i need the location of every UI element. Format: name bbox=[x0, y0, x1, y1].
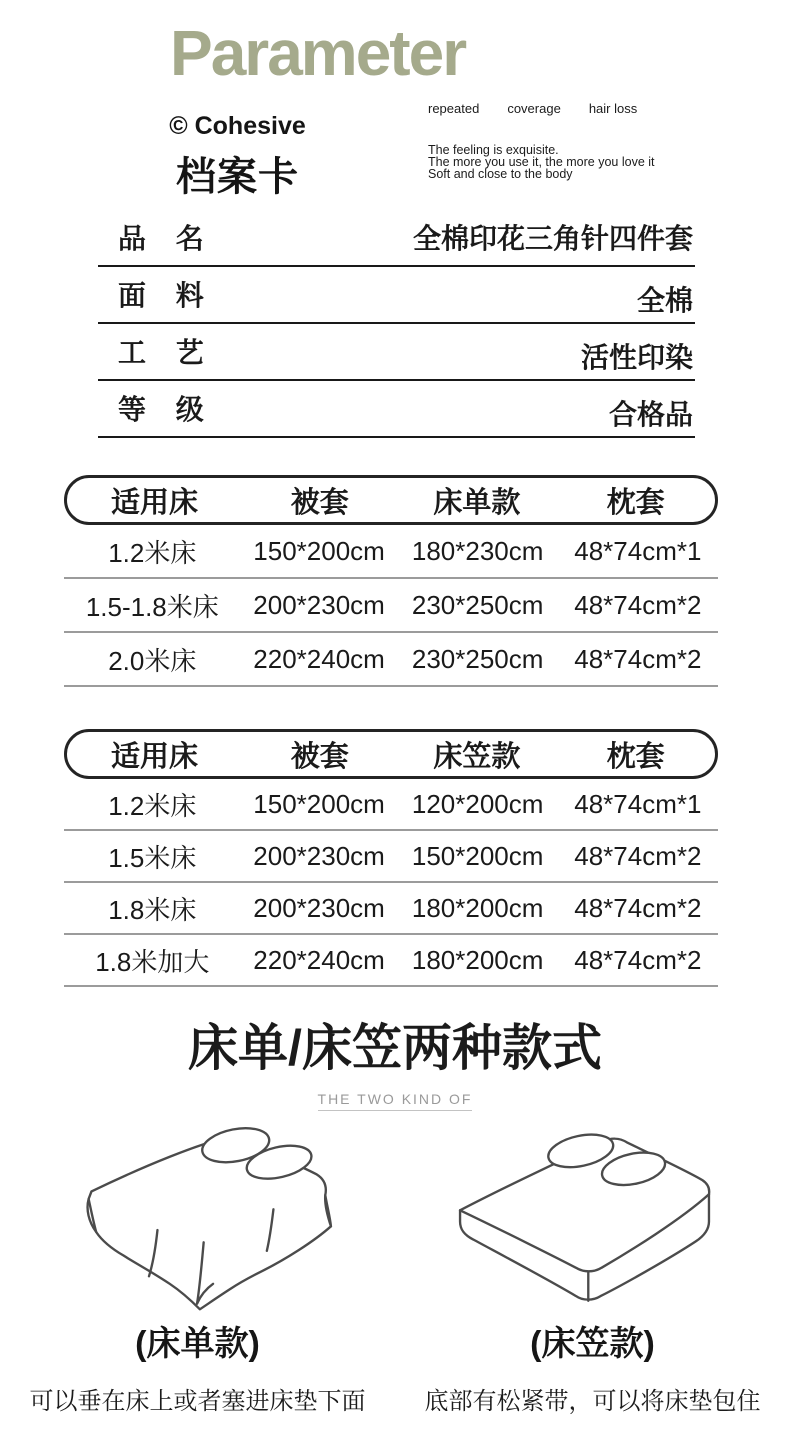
cell-duvet-cover: 220*240cm bbox=[253, 643, 385, 674]
cell-pillowcase: 48*74cm*2 bbox=[574, 892, 702, 923]
cell-duvet-cover: 150*200cm bbox=[253, 535, 385, 566]
spec-value: 活性印染 bbox=[580, 342, 693, 373]
spec-value: 全棉印花三角针四件套 bbox=[412, 223, 693, 254]
column-header: 床笠款 bbox=[433, 740, 521, 773]
spec-label: 工 艺 bbox=[118, 337, 204, 368]
cell-bed-size: 1.5米床 bbox=[108, 842, 197, 873]
column-header: 枕套 bbox=[606, 486, 665, 519]
cell-pillowcase: 48*74cm*1 bbox=[574, 788, 702, 819]
cell-sheet: 180*230cm bbox=[411, 535, 544, 566]
spec-label: 面 料 bbox=[118, 280, 204, 311]
spec-label: 等 级 bbox=[118, 394, 204, 425]
style-figures bbox=[0, 1116, 790, 1416]
spec-value: 合格品 bbox=[608, 399, 693, 430]
tagline-line: The feeling is exquisite. bbox=[428, 143, 559, 157]
size-table-fitted-sheet bbox=[64, 729, 718, 987]
table-row bbox=[64, 831, 718, 883]
styles-section-subtitle: THE TWO KIND OF bbox=[318, 1091, 473, 1111]
cell-fitted-sheet: 180*200cm bbox=[411, 944, 544, 975]
table-row bbox=[64, 779, 718, 831]
cell-duvet-cover: 150*200cm bbox=[253, 788, 385, 819]
spec-row-product-name bbox=[98, 210, 695, 267]
column-header: 床单款 bbox=[433, 486, 521, 519]
cell-fitted-sheet: 120*200cm bbox=[411, 788, 544, 819]
cell-pillowcase: 48*74cm*1 bbox=[574, 535, 702, 566]
cell-bed-size: 1.5-1.8米床 bbox=[85, 591, 219, 622]
brand-logo: © Cohesive bbox=[169, 112, 306, 140]
spec-label: 品 名 bbox=[118, 223, 204, 254]
cell-pillowcase: 48*74cm*2 bbox=[574, 643, 702, 674]
feature-keywords bbox=[428, 101, 637, 116]
brand-block bbox=[150, 112, 325, 202]
cell-pillowcase: 48*74cm*2 bbox=[574, 944, 702, 975]
column-header: 适用床 bbox=[110, 740, 198, 773]
column-header: 枕套 bbox=[606, 740, 665, 773]
column-header: 被套 bbox=[290, 486, 349, 519]
cell-fitted-sheet: 180*200cm bbox=[411, 892, 544, 923]
spec-list bbox=[98, 210, 695, 438]
cell-sheet: 230*250cm bbox=[411, 643, 544, 674]
cell-duvet-cover: 220*240cm bbox=[253, 944, 385, 975]
table-header bbox=[64, 729, 718, 779]
table-row bbox=[64, 633, 718, 687]
cell-duvet-cover: 200*230cm bbox=[253, 840, 385, 871]
figure-description: 底部有松紧带，可以将床垫包住 bbox=[424, 1388, 761, 1415]
tagline-line: The more you use it, the more you love it bbox=[428, 155, 655, 169]
figure-description: 可以垂在床上或者塞进床垫下面 bbox=[29, 1388, 366, 1415]
spec-value: 全棉 bbox=[636, 285, 693, 316]
table-row bbox=[64, 579, 718, 633]
table-row bbox=[64, 935, 718, 987]
keyword: hair loss bbox=[588, 101, 638, 116]
styles-section-header bbox=[0, 1008, 790, 1111]
page-title: Parameter bbox=[170, 17, 466, 89]
spec-row-grade bbox=[98, 381, 695, 438]
cell-duvet-cover: 200*230cm bbox=[253, 589, 385, 620]
flat-sheet-illustration bbox=[28, 1116, 368, 1314]
keyword: coverage bbox=[507, 101, 561, 116]
cell-bed-size: 1.2米床 bbox=[108, 790, 197, 821]
cell-duvet-cover: 200*230cm bbox=[253, 892, 385, 923]
keyword: repeated bbox=[428, 101, 480, 116]
cell-bed-size: 1.8米床 bbox=[108, 894, 197, 925]
fitted-sheet-figure bbox=[395, 1116, 790, 1416]
figure-caption: (床单款) bbox=[135, 1325, 260, 1363]
cell-bed-size: 2.0米床 bbox=[108, 645, 197, 676]
cell-bed-size: 1.2米床 bbox=[108, 537, 197, 568]
column-header: 被套 bbox=[290, 740, 349, 773]
table-row bbox=[64, 525, 718, 579]
styles-section-title: 床单/床笠两种款式 bbox=[188, 1020, 602, 1076]
tagline-line: Soft and close to the body bbox=[428, 167, 573, 181]
figure-caption: (床笠款) bbox=[530, 1325, 655, 1363]
cell-sheet: 230*250cm bbox=[411, 589, 544, 620]
cell-pillowcase: 48*74cm*2 bbox=[574, 840, 702, 871]
spec-row-fabric bbox=[98, 267, 695, 324]
fitted-sheet-illustration bbox=[423, 1116, 763, 1314]
table-row bbox=[64, 883, 718, 935]
cell-fitted-sheet: 150*200cm bbox=[411, 840, 544, 871]
flat-sheet-figure bbox=[0, 1116, 395, 1416]
size-table-flat-sheet bbox=[64, 475, 718, 687]
tagline bbox=[428, 144, 655, 180]
card-label: 档案卡 bbox=[176, 155, 299, 199]
column-header: 适用床 bbox=[110, 486, 198, 519]
spec-row-craft bbox=[98, 324, 695, 381]
cell-bed-size: 1.8米加大 bbox=[95, 946, 210, 977]
cell-pillowcase: 48*74cm*2 bbox=[574, 589, 702, 620]
table-header bbox=[64, 475, 718, 525]
